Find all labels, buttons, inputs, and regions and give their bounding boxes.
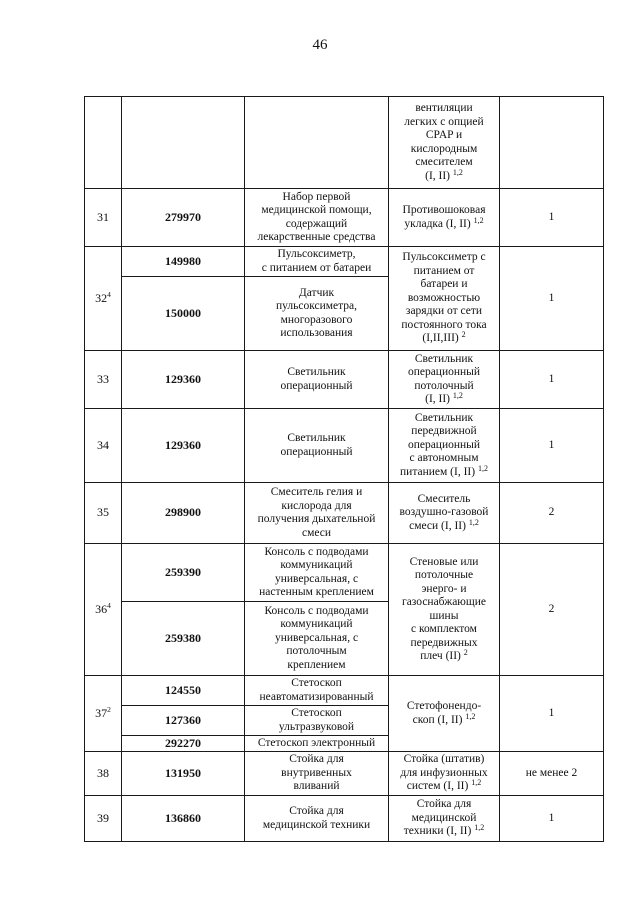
footnote-marker: 1,2: [473, 215, 484, 225]
table-row: [85, 409, 604, 483]
requirement-cell: [389, 409, 500, 483]
footnote-marker: 1,2: [468, 517, 479, 527]
item-code: 131950: [122, 752, 245, 796]
item-code: 292270: [122, 736, 245, 752]
item-name: Светильник операционный: [245, 409, 389, 483]
quantity: 2: [500, 483, 604, 544]
row-number: 34: [85, 409, 122, 483]
requirement-text: Светильник передвижной операционный с автономным питанием (I, II): [400, 411, 481, 478]
requirement-cell: [389, 796, 500, 842]
table-row: [85, 351, 604, 409]
row-number: 37: [95, 705, 108, 720]
item-name: Набор первой медицинской помощи, содержащий лекарственные средства: [245, 189, 389, 247]
item-name: Светильник операционный: [245, 351, 389, 409]
requirement-text: Стойка для медицинской техники (I, II): [403, 798, 477, 838]
item-code: 150000: [122, 277, 245, 351]
footnote-marker: 1,2: [465, 711, 476, 721]
row-number: 31: [85, 189, 122, 247]
item-code: 298900: [122, 483, 245, 544]
quantity: 2: [500, 544, 604, 676]
table-row: [85, 247, 604, 277]
table-row: [85, 97, 604, 189]
row-number-cell: [85, 544, 122, 676]
page-number: 46: [312, 37, 328, 53]
quantity: 1: [500, 351, 604, 409]
footnote-marker: 1,2: [452, 391, 463, 400]
item-name: Консоль с подводами коммуникаций универсальная, с потолочным креплением: [245, 602, 389, 676]
quantity: 1: [500, 189, 604, 247]
row-number: [85, 97, 122, 189]
item-code: 259390: [122, 544, 245, 602]
row-number-cell: [85, 247, 122, 351]
item-name: Стойка для внутривенных вливаний: [245, 752, 389, 796]
item-code: [122, 97, 245, 189]
requirement-cell: [389, 97, 500, 189]
item-name: Пульсоксиметр, с питанием от батареи: [245, 247, 389, 277]
quantity: 1: [500, 409, 604, 483]
table-row: [85, 544, 604, 602]
item-code: 279970: [122, 189, 245, 247]
requirement-cell: [389, 544, 500, 676]
row-number: 36: [95, 601, 108, 616]
requirement-text: Светильник операционный потолочный (I, II): [407, 352, 481, 405]
footnote-marker: 2: [107, 704, 111, 714]
table-row: [85, 752, 604, 796]
item-code: 136860: [122, 796, 245, 842]
row-number: 39: [85, 796, 122, 842]
item-name: Датчик пульсоксиметра, многоразового использования: [245, 277, 389, 351]
requirement-cell: [389, 189, 500, 247]
row-number: 35: [85, 483, 122, 544]
table-row: [85, 796, 604, 842]
footnote-marker: 4: [107, 600, 111, 610]
quantity: 1: [500, 796, 604, 842]
footnote-marker: 2: [463, 648, 468, 657]
item-name: [245, 97, 389, 189]
item-name: Консоль с подводами коммуникаций универсальная, с настенным креплением: [245, 544, 389, 602]
equipment-table: [84, 96, 604, 842]
footnote-marker: 1,2: [452, 167, 463, 177]
requirement-text: Стеновые или потолочные энерго- и газоснабжающие шины с комплектом передвижных плеч (II): [401, 555, 486, 662]
table-row: [85, 189, 604, 247]
requirement-cell: [389, 676, 500, 752]
table-row: [85, 483, 604, 544]
item-code: 149980: [122, 247, 245, 277]
footnote-marker: 2: [461, 330, 466, 340]
item-code: 259380: [122, 602, 245, 676]
item-name: Смеситель гелия и кислорода для получения дыхательной смеси: [245, 483, 389, 544]
quantity: 1: [500, 676, 604, 752]
requirement-text: Стойка (штатив) для инфузионных систем (I, II): [400, 753, 488, 793]
item-name: Стетоскоп электронный: [245, 736, 389, 752]
item-code: 129360: [122, 351, 245, 409]
row-number: 32: [95, 290, 108, 305]
quantity: 1: [500, 247, 604, 351]
table-row: [85, 676, 604, 706]
item-code: 127360: [122, 706, 245, 736]
footnote-marker: 1,2: [474, 823, 485, 833]
item-name: Стойка для медицинской техники: [245, 796, 389, 842]
requirement-text: Пульсоксиметр с питанием от батареи и возможностью зарядки от сети постоянного тока (I,II,III): [401, 251, 487, 345]
row-number-cell: [85, 676, 122, 752]
item-code: 129360: [122, 409, 245, 483]
item-code: 124550: [122, 676, 245, 706]
requirement-cell: [389, 752, 500, 796]
row-number: 38: [85, 752, 122, 796]
row-number: 33: [85, 351, 122, 409]
footnote-marker: 1,2: [477, 463, 488, 473]
footnote-marker: 4: [107, 289, 111, 299]
requirement-text: Противошоковая укладка (I, II): [402, 204, 486, 230]
requirement-cell: [389, 483, 500, 544]
requirement-cell: [389, 351, 500, 409]
requirement-text: Смеситель воздушно-газовой смеси (I, II): [399, 492, 489, 532]
requirement-text: вентиляции легких с опцией CPAP и кислородным смесителем (I, II): [404, 102, 484, 182]
requirement-cell: [389, 247, 500, 351]
quantity: не менее 2: [500, 752, 604, 796]
requirement-text: Стетофонендо- скоп (I, II): [406, 700, 482, 726]
item-name: Стетоскоп ультразвуковой: [245, 706, 389, 736]
quantity: [500, 97, 604, 189]
item-name: Стетоскоп неавтоматизированный: [245, 676, 389, 706]
footnote-marker: 1,2: [471, 778, 482, 788]
